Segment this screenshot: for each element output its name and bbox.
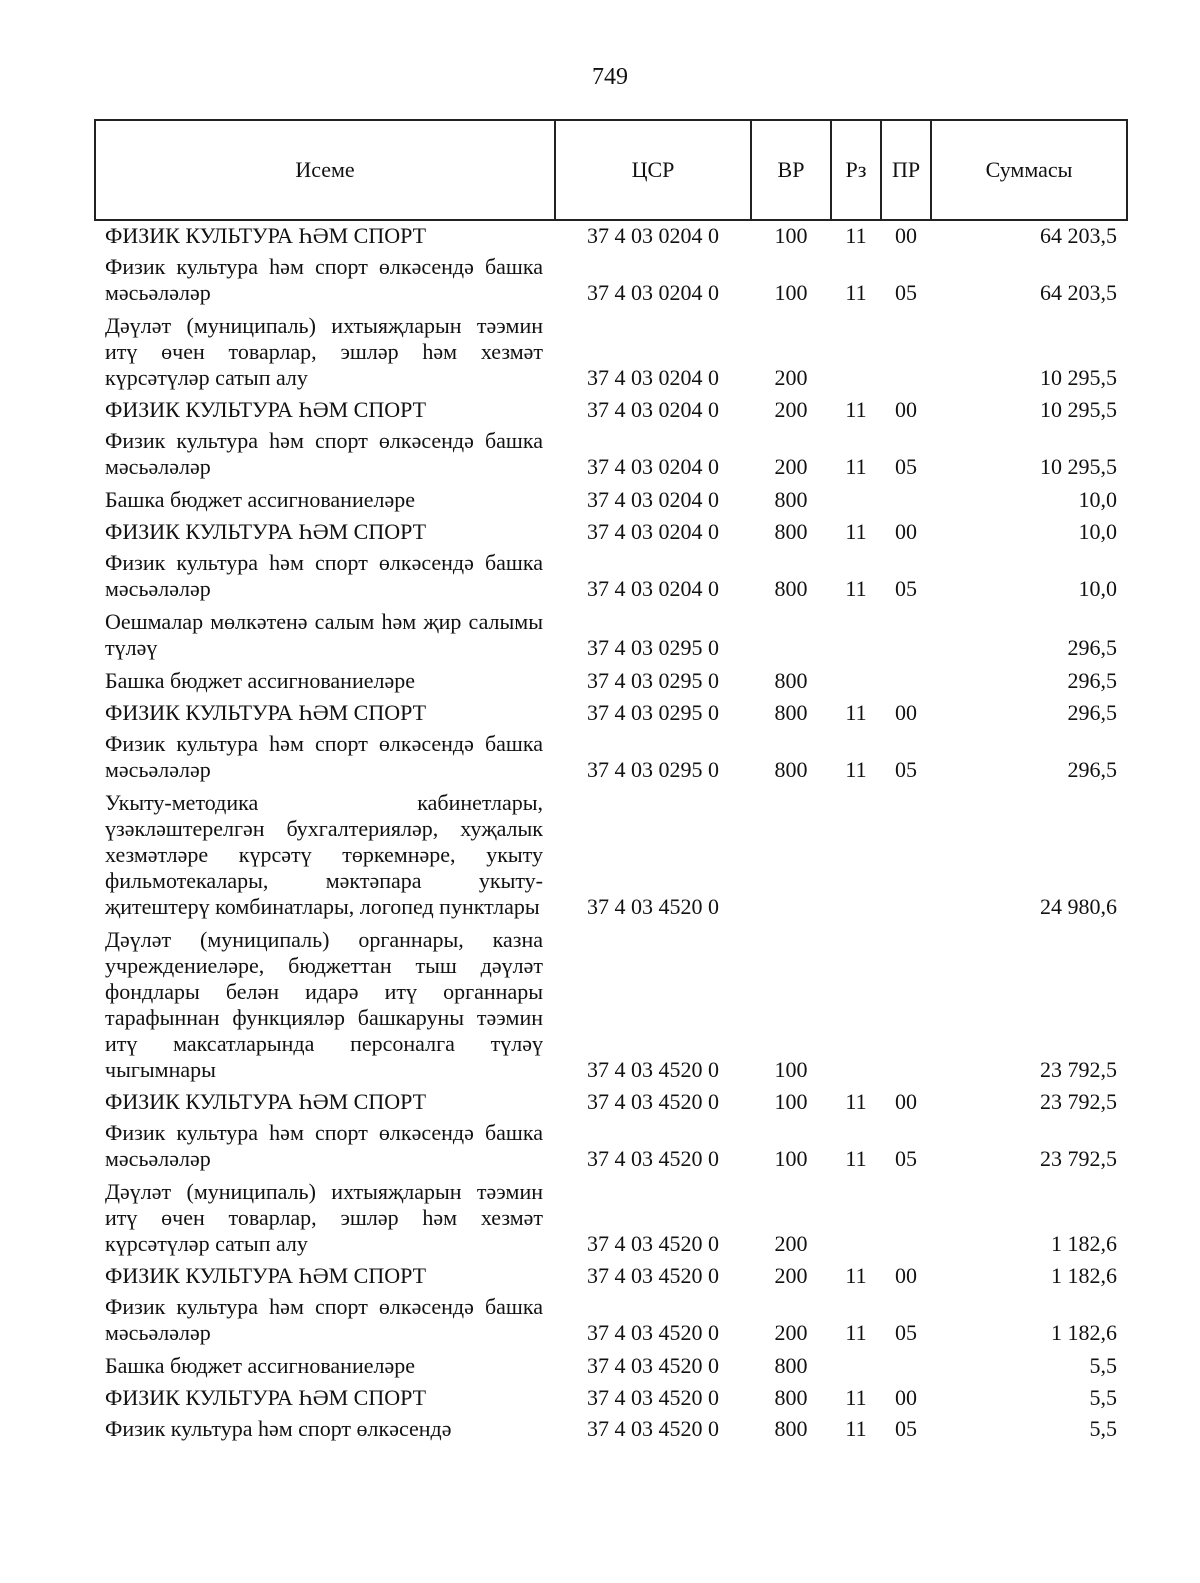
cell-sum: 23 792,5	[1040, 1057, 1117, 1082]
cell-csr: 37 4 03 0204 0	[587, 280, 719, 305]
cell-pr: 05	[895, 1146, 917, 1171]
cell-vr: 200	[774, 397, 808, 422]
cell-sum: 296,5	[1067, 668, 1117, 693]
cell-pr	[881, 484, 931, 517]
cell-csr: 37 4 03 4520 0	[587, 1320, 719, 1345]
cell-name: Оешмалар мөлкәтенә салым һәм җир салымы түләү	[105, 609, 543, 660]
cell-vr: 800	[774, 700, 808, 725]
header-vr: ВР	[751, 120, 831, 220]
cell-csr: 37 4 03 4520 0	[587, 1146, 719, 1171]
cell-sum: 296,5	[1067, 700, 1117, 725]
cell-vr: 800	[774, 1353, 808, 1378]
header-name: Исеме	[95, 120, 555, 220]
cell-pr: 00	[895, 223, 917, 248]
cell-vr: 800	[774, 519, 808, 544]
cell-vr: 200	[774, 1263, 808, 1288]
cell-pr	[881, 606, 931, 665]
cell-rz	[831, 924, 881, 1087]
cell-sum: 10 295,5	[1040, 454, 1117, 479]
cell-name: Дәүләт (муниципаль) ихтыяҗларын тәэмин итү өчен товарлар, эшләр һәм хезмәт күрсәтүләр сатып алу	[105, 313, 543, 390]
cell-sum: 10 295,5	[1040, 397, 1117, 422]
cell-sum: 296,5	[1067, 635, 1117, 660]
table-body	[95, 220, 1127, 1446]
cell-sum: 5,5	[1089, 1416, 1117, 1441]
table-row	[95, 924, 1127, 1087]
cell-name: Укыту-методика кабинетлары, үзәкләштерелгән бухгалтерияләр, хуҗалык хезмәтләре күрсәтү төркемнәре, укыту фильмотекалары, мәктәпара укыту-җитештерү комбинатлары, логопед пунктлары	[105, 790, 543, 919]
cell-name: Физик культура һәм спорт өлкәсендә башка мәсьәләләр	[105, 428, 543, 479]
cell-vr: 200	[774, 454, 808, 479]
cell-csr: 37 4 03 0204 0	[587, 454, 719, 479]
cell-name: Башка бюджет ассигнованиеләре	[105, 1353, 415, 1378]
cell-csr: 37 4 03 4520 0	[587, 1263, 719, 1288]
cell-sum: 64 203,5	[1040, 280, 1117, 305]
cell-rz	[831, 606, 881, 665]
cell-name: Башка бюджет ассигнованиеләре	[105, 487, 415, 512]
cell-vr: 800	[774, 668, 808, 693]
cell-pr: 05	[895, 1320, 917, 1345]
cell-name: Физик культура һәм спорт өлкәсендә башка мәсьәләләр	[105, 550, 543, 601]
cell-csr: 37 4 03 0295 0	[587, 635, 719, 660]
table-row	[95, 425, 1127, 484]
cell-vr: 100	[774, 1089, 808, 1114]
cell-rz: 11	[845, 397, 867, 422]
cell-sum: 24 980,6	[1040, 894, 1117, 919]
table-row	[95, 1176, 1127, 1261]
cell-name: ФИЗИК КУЛЬТУРА ҺӘМ СПОРТ	[105, 519, 427, 544]
cell-csr: 37 4 03 4520 0	[587, 1416, 719, 1441]
cell-name: ФИЗИК КУЛЬТУРА ҺӘМ СПОРТ	[105, 700, 427, 725]
cell-rz: 11	[845, 757, 867, 782]
cell-sum: 1 182,6	[1051, 1231, 1117, 1256]
cell-rz: 11	[845, 454, 867, 479]
cell-name: Дәүләт (муниципаль) органнары, казна учреждениеләре, бюджеттан тыш дәүләт фондлары белән идарә итү органнары тарафыннан функцияләр башкаруны тәэмин итү максатларында персоналга түләү чыгымнары	[105, 927, 543, 1082]
cell-vr: 800	[774, 576, 808, 601]
cell-pr: 00	[895, 1263, 917, 1288]
cell-pr: 05	[895, 280, 917, 305]
cell-pr	[881, 310, 931, 395]
cell-rz	[831, 787, 881, 924]
cell-name: ФИЗИК КУЛЬТУРА ҺӘМ СПОРТ	[105, 223, 427, 248]
cell-sum: 5,5	[1089, 1353, 1117, 1378]
cell-csr: 37 4 03 4520 0	[587, 1057, 719, 1082]
cell-csr: 37 4 03 0204 0	[587, 487, 719, 512]
page-number: 749	[592, 64, 628, 90]
cell-rz: 11	[845, 223, 867, 248]
cell-name: ФИЗИК КУЛЬТУРА ҺӘМ СПОРТ	[105, 1089, 427, 1114]
cell-sum: 23 792,5	[1040, 1146, 1117, 1171]
cell-rz	[831, 1176, 881, 1261]
cell-name: Физик культура һәм спорт өлкәсендә	[105, 1416, 452, 1441]
cell-rz	[831, 484, 881, 517]
table-row	[95, 251, 1127, 310]
cell-csr: 37 4 03 4520 0	[587, 1231, 719, 1256]
cell-vr: 100	[774, 280, 808, 305]
cell-rz: 11	[845, 1263, 867, 1288]
cell-sum: 1 182,6	[1051, 1263, 1117, 1288]
cell-name: Башка бюджет ассигнованиеләре	[105, 668, 415, 693]
cell-rz: 11	[845, 519, 867, 544]
cell-pr: 05	[895, 576, 917, 601]
cell-csr: 37 4 03 0204 0	[587, 519, 719, 544]
table-row	[95, 1261, 1127, 1291]
cell-pr: 00	[895, 397, 917, 422]
cell-name: Физик культура һәм спорт өлкәсендә башка мәсьәләләр	[105, 1294, 543, 1345]
table-row	[95, 1291, 1127, 1350]
table-row	[95, 787, 1127, 924]
cell-vr	[751, 787, 831, 924]
cell-rz: 11	[845, 280, 867, 305]
table-row	[95, 1350, 1127, 1383]
cell-rz	[831, 1350, 881, 1383]
table-row	[95, 484, 1127, 517]
table-row	[95, 395, 1127, 425]
header-csr: ЦСР	[555, 120, 751, 220]
cell-pr	[881, 1350, 931, 1383]
cell-csr: 37 4 03 4520 0	[587, 894, 719, 919]
cell-pr	[881, 924, 931, 1087]
cell-csr: 37 4 03 0204 0	[587, 223, 719, 248]
cell-name: ФИЗИК КУЛЬТУРА ҺӘМ СПОРТ	[105, 1263, 427, 1288]
table-row	[95, 220, 1127, 251]
cell-sum: 23 792,5	[1040, 1089, 1117, 1114]
cell-vr: 200	[774, 365, 808, 390]
cell-sum: 10 295,5	[1040, 365, 1117, 390]
cell-sum: 1 182,6	[1051, 1320, 1117, 1345]
cell-vr: 800	[774, 487, 808, 512]
header-pr: ПР	[881, 120, 931, 220]
cell-vr: 100	[774, 223, 808, 248]
budget-table	[94, 119, 1128, 1446]
cell-csr: 37 4 03 4520 0	[587, 1353, 719, 1378]
table-row	[95, 665, 1127, 698]
cell-pr	[881, 1176, 931, 1261]
cell-sum: 5,5	[1089, 1385, 1117, 1410]
table-row	[95, 1117, 1127, 1176]
cell-pr: 05	[895, 1416, 917, 1441]
cell-sum: 10,0	[1078, 576, 1117, 601]
cell-vr	[751, 606, 831, 665]
cell-vr: 200	[774, 1231, 808, 1256]
header-rz: Рз	[831, 120, 881, 220]
table-row	[95, 1413, 1127, 1446]
table-row	[95, 728, 1127, 787]
table-row	[95, 698, 1127, 728]
cell-sum: 64 203,5	[1040, 223, 1117, 248]
table-row	[95, 517, 1127, 547]
cell-csr: 37 4 03 4520 0	[587, 1385, 719, 1410]
cell-pr	[881, 787, 931, 924]
cell-csr: 37 4 03 0295 0	[587, 668, 719, 693]
cell-vr: 200	[774, 1320, 808, 1345]
cell-name: ФИЗИК КУЛЬТУРА ҺӘМ СПОРТ	[105, 1385, 427, 1410]
table-row	[95, 1383, 1127, 1413]
table-row	[95, 310, 1127, 395]
cell-name: ФИЗИК КУЛЬТУРА ҺӘМ СПОРТ	[105, 397, 427, 422]
cell-vr: 100	[774, 1057, 808, 1082]
cell-name: Физик культура һәм спорт өлкәсендә башка мәсьәләләр	[105, 254, 543, 305]
cell-vr: 800	[774, 1416, 808, 1441]
cell-pr: 00	[895, 700, 917, 725]
cell-csr: 37 4 03 0295 0	[587, 757, 719, 782]
cell-vr: 800	[774, 1385, 808, 1410]
cell-rz	[831, 310, 881, 395]
cell-csr: 37 4 03 0204 0	[587, 576, 719, 601]
cell-pr: 00	[895, 1385, 917, 1410]
cell-sum: 296,5	[1067, 757, 1117, 782]
cell-pr: 05	[895, 454, 917, 479]
cell-csr: 37 4 03 4520 0	[587, 1089, 719, 1114]
cell-rz: 11	[845, 1416, 867, 1441]
cell-csr: 37 4 03 0204 0	[587, 365, 719, 390]
header-sum: Суммасы	[931, 120, 1127, 220]
table-header-row	[95, 120, 1127, 220]
cell-pr	[881, 665, 931, 698]
cell-rz: 11	[845, 576, 867, 601]
cell-rz: 11	[845, 1320, 867, 1345]
cell-rz	[831, 665, 881, 698]
cell-sum: 10,0	[1078, 487, 1117, 512]
cell-rz: 11	[845, 700, 867, 725]
cell-csr: 37 4 03 0295 0	[587, 700, 719, 725]
cell-pr: 05	[895, 757, 917, 782]
cell-vr: 100	[774, 1146, 808, 1171]
cell-name: Дәүләт (муниципаль) ихтыяҗларын тәэмин итү өчен товарлар, эшләр һәм хезмәт күрсәтүләр сатып алу	[105, 1179, 543, 1256]
table-row	[95, 606, 1127, 665]
cell-sum: 10,0	[1078, 519, 1117, 544]
cell-rz: 11	[845, 1146, 867, 1171]
cell-csr: 37 4 03 0204 0	[587, 397, 719, 422]
cell-rz: 11	[845, 1385, 867, 1410]
table-row	[95, 1087, 1127, 1117]
cell-pr: 00	[895, 519, 917, 544]
cell-vr: 800	[774, 757, 808, 782]
cell-pr: 00	[895, 1089, 917, 1114]
cell-rz: 11	[845, 1089, 867, 1114]
cell-name: Физик культура һәм спорт өлкәсендә башка мәсьәләләр	[105, 731, 543, 782]
cell-name: Физик культура һәм спорт өлкәсендә башка мәсьәләләр	[105, 1120, 543, 1171]
table-row	[95, 547, 1127, 606]
